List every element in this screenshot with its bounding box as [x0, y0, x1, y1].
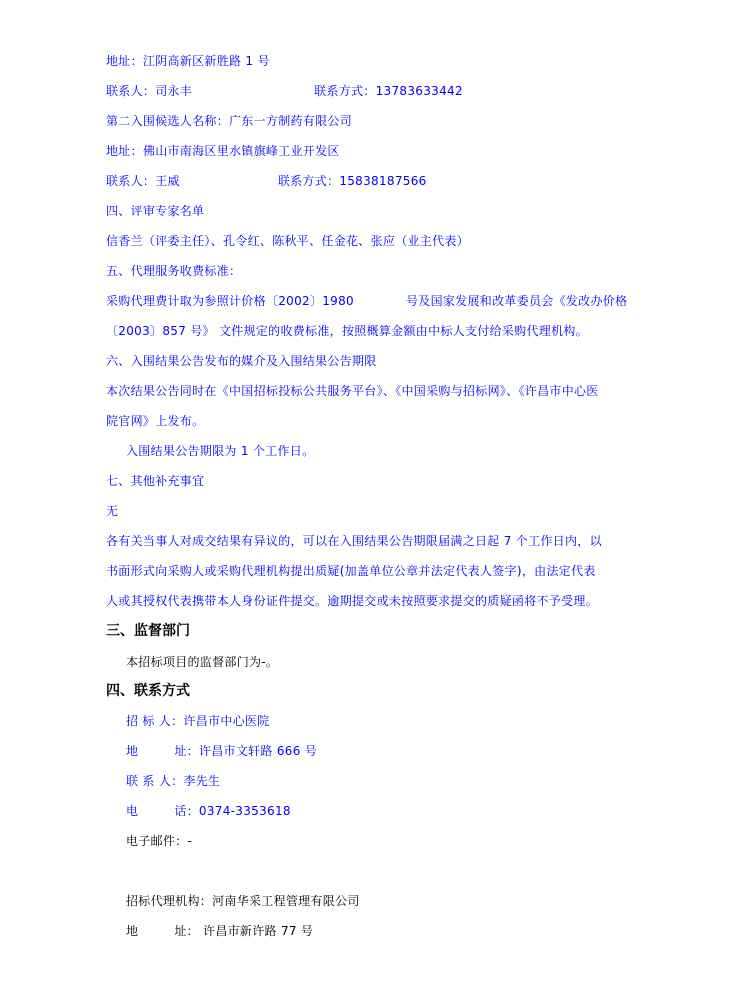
supervision-text: 本招标项目的监督部门为-。: [126, 655, 279, 669]
winner2-address: 地址：佛山市南海区里水镇旗峰工业开发区: [106, 144, 340, 158]
winner2-contact-person: 联系人：王威: [106, 174, 180, 188]
section-supervision-heading: 三、监督部门: [106, 623, 190, 639]
winner1-contact-phone: 联系方式：13783633442: [314, 84, 463, 98]
notice-period: 入围结果公告期限为 1 个工作日。: [126, 444, 315, 458]
winner2-contact-phone: 联系方式：15838187566: [277, 174, 427, 188]
agency-address: 址： 许昌市新许路 77 号: [174, 924, 314, 938]
fee-paragraph-line1: 采购代理费计取为参照计价格〔2002〕1980 号及国家发展和改革委员会《发改办价格: [106, 294, 628, 308]
section-experts-heading: 四、评审专家名单: [106, 204, 205, 218]
winner2-contact-row: [106, 173, 427, 189]
tenderer-phone-row: 电 话：0374-3353618: [126, 804, 291, 818]
section-media-heading: 六、入围结果公告发布的媒介及入围结果公告期限: [106, 354, 377, 368]
objection-paragraph-line1: 各有关当事人对成交结果有异议的，可以在入围结果公告期限届满之日起 7 个工作日内，以: [106, 534, 602, 548]
tenderer-email: 电子邮件：-: [126, 834, 193, 848]
agency-address-row: 地 址： 许昌市新许路 77 号: [126, 924, 314, 938]
winner2-name: 第二入围候选人名称：广东一方制药有限公司: [106, 114, 353, 128]
section-contact-heading: 四、联系方式: [106, 683, 190, 699]
tenderer-address: 址：许昌市文轩路 666 号: [174, 744, 318, 758]
experts-list: 信香兰（评委主任）、孔令红、陈秋平、任金花、张应（业主代表）: [106, 234, 470, 248]
tenderer-contact-person: 联 系 人：李先生: [126, 774, 221, 788]
tenderer-address-row: 地 址：许昌市文轩路 666 号: [126, 744, 318, 758]
other-none: 无: [106, 504, 119, 518]
objection-paragraph-line2: 书面形式向采购人或采购代理机构提出质疑(加盖单位公章并法定代表人签字)，由法定代表: [106, 564, 596, 578]
winner1-address: 地址：江阴高新区新胜路 1 号: [106, 54, 270, 68]
tenderer-phone: 话：0374-3353618: [174, 804, 291, 818]
media-paragraph-line2: 院官网》上发布。: [106, 414, 205, 428]
winner1-contact-person: 联系人：司永丰: [106, 84, 193, 98]
agency-name: 招标代理机构：河南华采工程管理有限公司: [126, 894, 360, 908]
section-other-heading: 七、其他补充事宜: [106, 474, 205, 488]
fee-paragraph-line2: 〔2003〕857 号》 文件规定的收费标准，按照概算金额由中标人支付给采购代理机构。: [106, 324, 588, 338]
tenderer-name: 招 标 人：许昌市中心医院: [126, 714, 270, 728]
section-fee-heading: 五、代理服务收费标准：: [106, 264, 242, 278]
objection-paragraph-line3: 人或其授权代表携带本人身份证件提交。逾期提交或未按照要求提交的质疑函将不予受理。: [106, 594, 599, 608]
media-paragraph-line1: 本次结果公告同时在《中国招标投标公共服务平台》、《中国采购与招标网》、《许昌市中心医: [106, 384, 599, 398]
winner1-contact-row: [106, 83, 463, 99]
